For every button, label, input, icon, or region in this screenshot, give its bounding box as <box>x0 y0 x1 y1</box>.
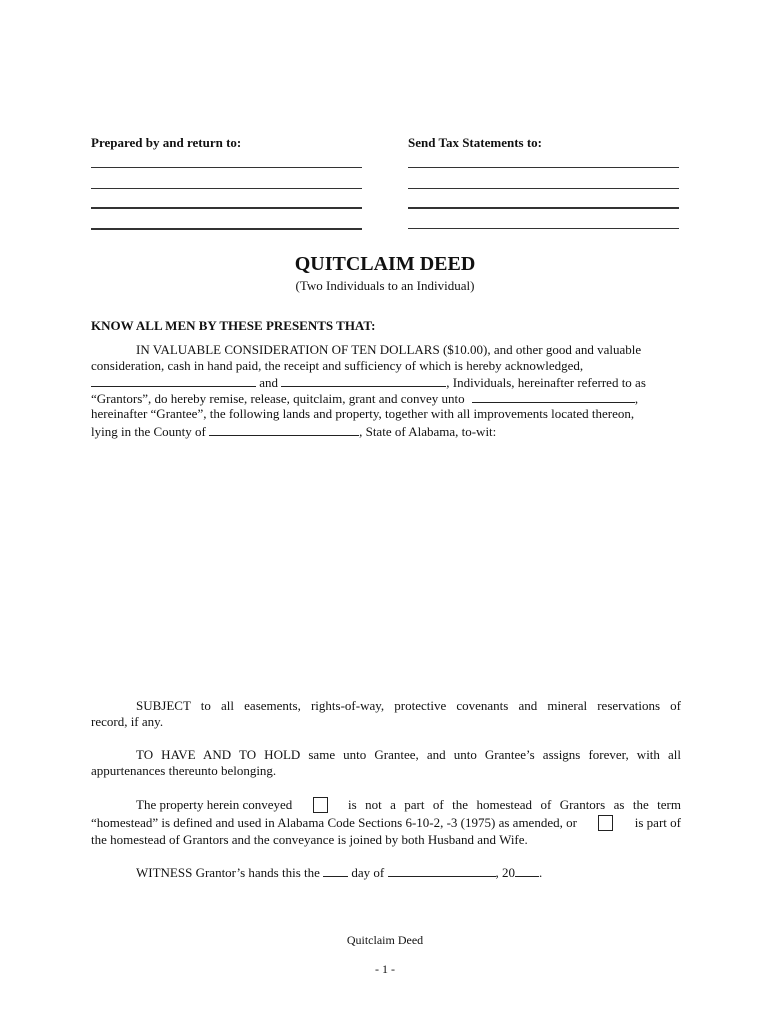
individuals-text: , Individuals, hereinafter referred to as <box>446 375 646 390</box>
state-of-alabama-text: , State of Alabama, to-wit: <box>359 424 497 439</box>
is-homestead-checkbox[interactable] <box>598 815 613 831</box>
day-of-text: day of <box>351 865 385 880</box>
tax-statement-line-3[interactable] <box>408 207 679 209</box>
grantors-convey-text: “Grantors”, do hereby remise, release, quitclaim, grant and convey unto <box>91 391 465 406</box>
grantor-2-name-blank[interactable] <box>281 374 446 387</box>
grantee-name-blank[interactable] <box>472 390 635 403</box>
legal-description-area[interactable] <box>91 450 681 685</box>
witness-year-blank[interactable] <box>515 864 539 877</box>
consideration-line-3 <box>91 374 646 391</box>
grantor-1-name-blank[interactable] <box>91 374 256 387</box>
witness-line <box>136 864 542 881</box>
send-tax-label: Send Tax Statements to: <box>408 135 542 150</box>
consideration-line-2: consideration, cash in hand paid, the receipt and sufficiency of which is hereby acknowledged, <box>91 358 584 373</box>
witness-period: . <box>539 865 543 880</box>
homestead-definition-text: “homestead” is defined and used in Alabama Code Sections 6-10-2, -3 (1975) as amended, or <box>91 815 577 830</box>
subject-line-2: record, if any. <box>91 714 164 729</box>
and-word: and <box>259 375 279 390</box>
not-homestead-text: is not a part of the homestead of Grantors as the term <box>347 797 681 812</box>
year-prefix-text: , 20 <box>495 865 516 880</box>
habendum-line-1: TO HAVE AND TO HOLD same unto Grantee, and unto Grantee’s assigns forever, with all <box>136 747 681 762</box>
habendum-line-2: appurtenances thereunto belonging. <box>91 763 277 778</box>
not-homestead-checkbox[interactable] <box>313 797 328 813</box>
prepared-by-line-3[interactable] <box>91 207 362 209</box>
consideration-line-5: hereinafter “Grantee”, the following lands and property, together with all improvements located thereon, <box>91 406 635 421</box>
county-name-blank[interactable] <box>209 423 359 436</box>
document-subtitle: (Two Individuals to an Individual) <box>295 278 475 293</box>
consideration-line-6 <box>91 423 496 440</box>
consideration-line-4 <box>91 390 638 407</box>
homestead-line-3: the homestead of Grantors and the conveyance is joined by both Husband and Wife. <box>91 832 528 847</box>
witness-text: WITNESS Grantor’s hands this the <box>136 865 320 880</box>
witness-day-blank[interactable] <box>323 864 348 877</box>
is-part-of-text: is part of <box>634 815 681 830</box>
tax-statement-line-1[interactable] <box>408 167 679 168</box>
consideration-line-1: IN VALUABLE CONSIDERATION OF TEN DOLLARS ($10.00), and other good and valuable <box>136 342 642 357</box>
homestead-line-1 <box>136 797 681 813</box>
witness-month-blank[interactable] <box>388 864 496 877</box>
prepared-by-line-1[interactable] <box>91 167 362 168</box>
tax-statement-line-2[interactable] <box>408 188 679 189</box>
footer-document-name: Quitclaim Deed <box>346 933 424 947</box>
document-title: QUITCLAIM DEED <box>294 253 476 275</box>
prepared-by-line-2[interactable] <box>91 188 362 189</box>
prepared-by-line-4[interactable] <box>91 228 362 230</box>
subject-line-1: SUBJECT to all easements, rights-of-way, protective covenants and mineral reservations of <box>136 698 681 713</box>
county-lead-text: lying in the County of <box>91 424 206 439</box>
property-conveyed-text: The property herein conveyed <box>136 797 293 812</box>
grantee-comma: , <box>634 391 639 406</box>
page-number: - 1 - <box>375 962 395 976</box>
prepared-by-label: Prepared by and return to: <box>91 135 242 150</box>
know-all-heading: KNOW ALL MEN BY THESE PRESENTS THAT: <box>91 318 376 333</box>
homestead-line-2 <box>91 815 681 831</box>
tax-statement-line-4[interactable] <box>408 228 679 229</box>
